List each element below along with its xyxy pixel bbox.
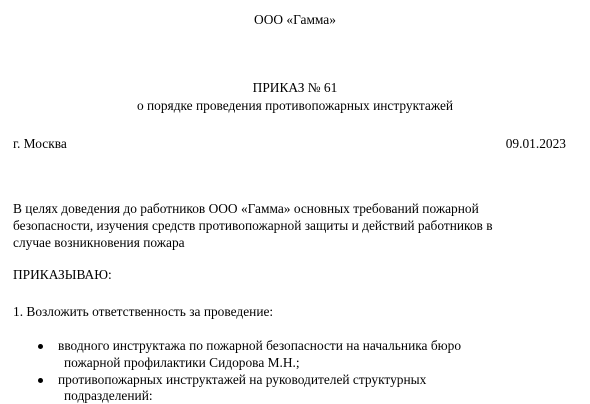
preamble-line: случае возникновения пожара	[13, 235, 185, 250]
list-item-line: подразделений:	[64, 388, 153, 403]
order-title: ПРИКАЗ № 61	[252, 80, 338, 95]
list-item-line: вводного инструктажа по пожарной безопасности на начальника бюро	[58, 338, 462, 353]
bullet-icon	[38, 344, 43, 349]
item-1: 1. Возложить ответственность за проведение:	[13, 304, 274, 319]
list-item-line: противопожарных инструктажей на руководителей структурных	[58, 372, 427, 387]
city: г. Москва	[13, 136, 67, 151]
list-item-line: пожарной профилактики Сидорова М.Н.;	[64, 355, 300, 370]
preamble-line: безопасности, изучения средств противопожарной защиты и действий работников в	[13, 218, 493, 233]
preamble-line: В целях доведения до работников ООО «Гамма» основных требований пожарной	[13, 201, 479, 216]
order-subject: о порядке проведения противопожарных инструктажей	[136, 98, 454, 113]
organization-name: ООО «Гамма»	[254, 12, 336, 27]
bullet-icon	[38, 378, 43, 383]
order-word: ПРИКАЗЫВАЮ:	[13, 267, 112, 282]
order-date: 09.01.2023	[505, 136, 566, 151]
